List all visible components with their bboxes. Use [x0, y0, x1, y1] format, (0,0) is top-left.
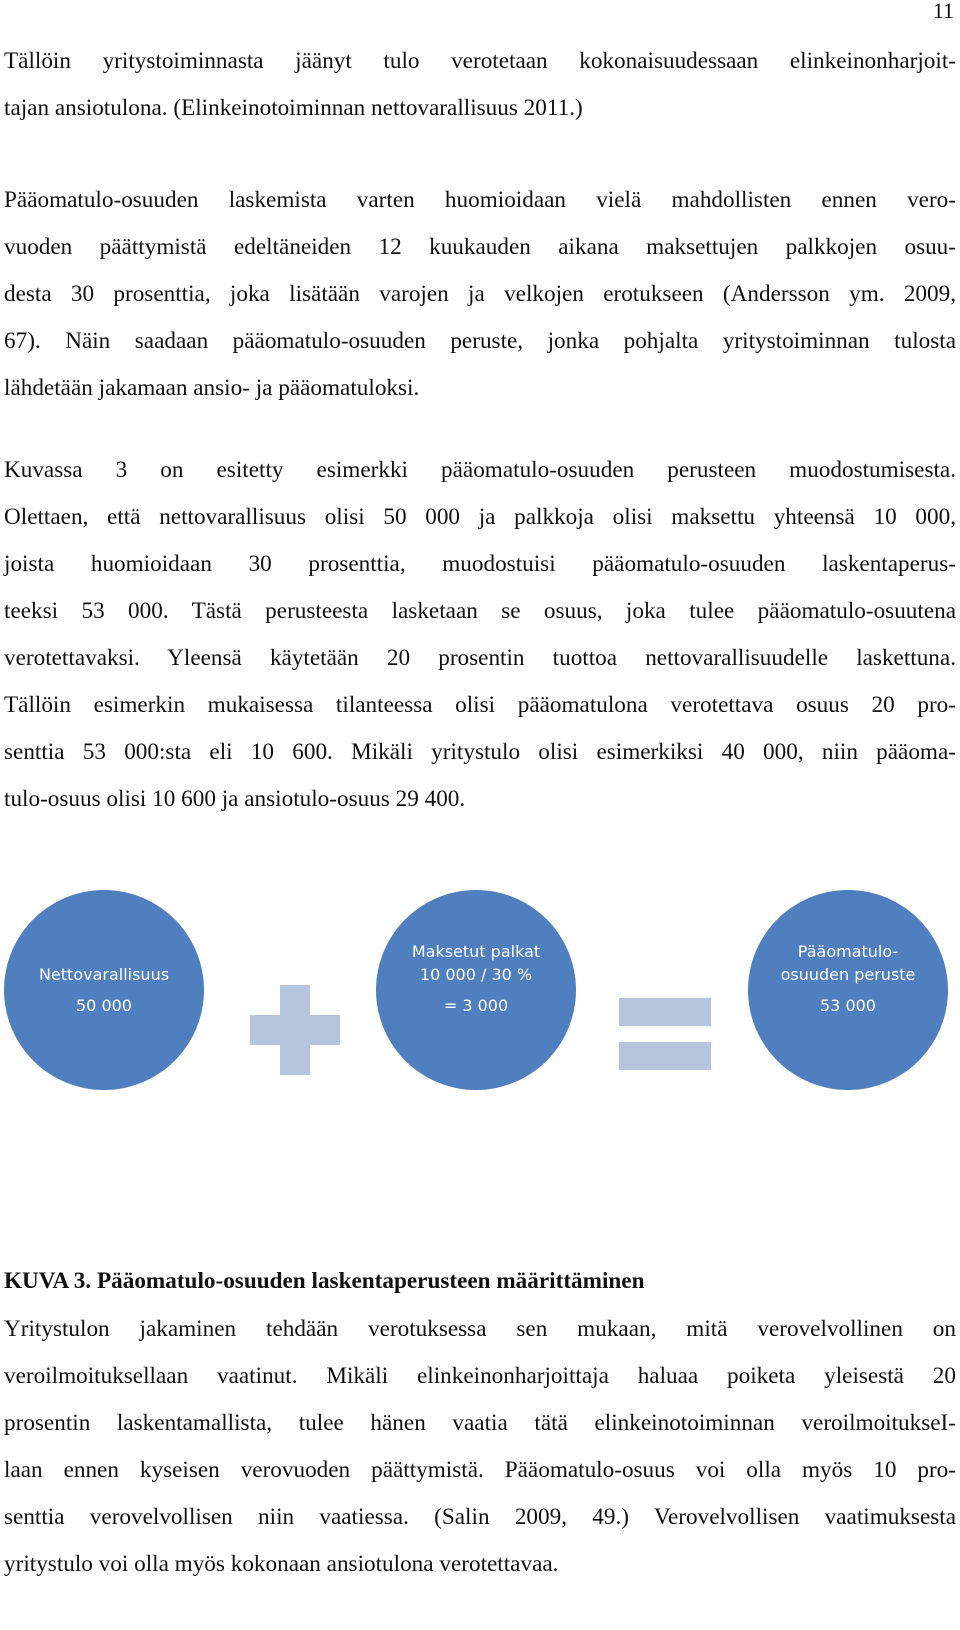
paragraph-1: [4, 38, 956, 132]
circle-value: 53 000: [820, 995, 876, 1015]
text-line: Olettaen, että nettovarallisuus olisi 50 000 ja palkkoja olisi maksettu yhteensä 10 000,: [4, 504, 956, 530]
text-line: laan ennen kyseisen verovuoden päättymistä. Pääomatulo-osuus voi olla myös 10 pro-: [4, 1457, 956, 1483]
text-line: verotettavaksi. Yleensä käytetään 20 prosentin tuottoa nettovarallisuudelle laskettuna.: [4, 645, 956, 671]
paragraph-5: [4, 1306, 956, 1588]
equals-icon: [619, 998, 711, 1070]
text-line: desta 30 prosenttia, joka lisätään varojen ja velkojen erotukseen (Andersson ym. 2009,: [4, 281, 956, 307]
text-line: veroilmoituksellaan vaatinut. Mikäli elinkeinonharjoittaja haluaa poiketa yleisestä 20: [4, 1363, 956, 1389]
text-line: Pääomatulo-osuuden laskemista varten huomioidaan vielä mahdollisten ennen vero-: [4, 187, 956, 213]
page-number: 11: [932, 0, 954, 23]
text-line: teeksi 53 000. Tästä perusteesta lasketaan se osuus, joka tulee pääomatulo-osuutena: [4, 598, 956, 624]
text-line: Yritystulon jakaminen tehdään verotuksessa sen mukaan, mitä verovelvollinen on: [4, 1316, 956, 1342]
text-line: vuoden päättymistä edeltäneiden 12 kuukauden aikana maksettujen palkkojen osuu-: [4, 234, 956, 260]
text-line: joista huomioidaan 30 prosenttia, muodostuisi pääomatulo-osuuden laskentaperus-: [4, 551, 956, 577]
paragraph-3: [4, 447, 956, 823]
circle-label: 10 000 / 30 %: [419, 964, 533, 984]
text-line: tajan ansiotulona. (Elinkeinotoiminnan nettovarallisuus 2011.): [4, 95, 583, 121]
circle-label: Nettovarallisuus: [38, 965, 170, 984]
circle-value: = 3 000: [443, 995, 509, 1015]
plus-icon: [250, 985, 340, 1075]
capital-income-basis-figure: [0, 880, 960, 1140]
circle-label: Maksetut palkat: [411, 941, 541, 961]
text-line: 67). Näin saadaan pääomatulo-osuuden peruste, jonka pohjalta yritystoiminnan tulosta: [4, 328, 956, 354]
net-assets-circle: [4, 890, 204, 1090]
text-line: Tällöin esimerkin mukaisessa tilanteessa olisi pääomatulona verotettava osuus 20 pro-: [4, 692, 956, 718]
text-line: yritystulo voi olla myös kokonaan ansiotulona verotettavaa.: [4, 1551, 559, 1577]
text-line: prosentin laskentamallista, tulee hänen vaatia tätä elinkeinotoiminnan veroilmoitukseI-: [4, 1410, 956, 1436]
text-line: senttia verovelvollisen niin vaatiessa. (Salin 2009, 49.) Verovelvollisen vaatimuksesta: [4, 1504, 956, 1530]
capital-income-basis-circle: [748, 890, 948, 1090]
paragraph-2: [4, 177, 956, 412]
text-line: senttia 53 000:sta eli 10 600. Mikäli yritystulo olisi esimerkiksi 40 000, niin pääoma-: [4, 739, 956, 765]
text-line: Tällöin yritystoiminnasta jäänyt tulo verotetaan kokonaisuudessaan elinkeinonharjoit-: [4, 48, 956, 74]
circle-label: Pääomatulo-: [797, 941, 899, 961]
text-line: lähdetään jakamaan ansio- ja pääomatuloksi.: [4, 375, 420, 401]
paid-salaries-circle: [376, 890, 576, 1090]
text-line: Kuvassa 3 on esitetty esimerkki pääomatulo-osuuden perusteen muodostumisesta.: [4, 457, 956, 483]
text-line: tulo-osuus olisi 10 600 ja ansiotulo-osuus 29 400.: [4, 786, 466, 812]
circle-label: osuuden peruste: [780, 964, 916, 984]
figure-caption: KUVA 3. Pääomatulo-osuuden laskentaperusteen määrittäminen: [4, 1268, 645, 1294]
circle-value: 50 000: [76, 996, 132, 1015]
